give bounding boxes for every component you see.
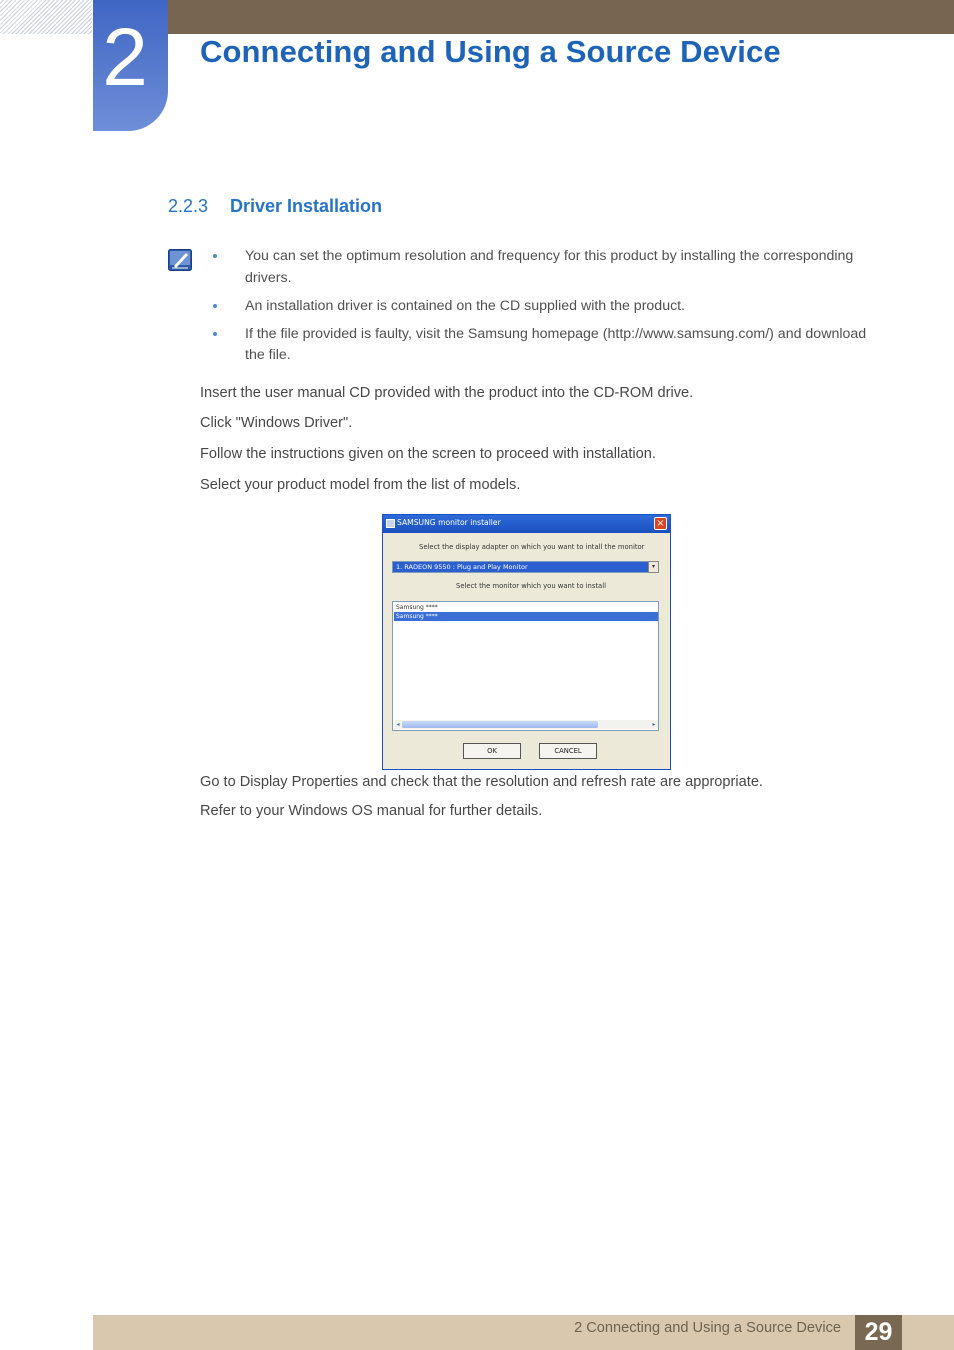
note-item: An installation driver is contained on the CD supplied with the product. — [208, 296, 888, 318]
installer-dialog-screenshot — [382, 514, 671, 770]
scroll-right-icon[interactable]: ▸ — [652, 721, 656, 728]
dialog-title: SAMSUNG monitor installer — [397, 518, 501, 527]
close-icon[interactable]: × — [654, 517, 667, 530]
note-item: If the file provided is faulty, visit the Samsung homepage (http://www.samsung.com/) and download the file. — [208, 324, 888, 367]
adapter-select[interactable] — [392, 561, 659, 573]
list-item[interactable]: Samsung **** — [396, 604, 438, 611]
bullet-icon — [213, 254, 217, 258]
note-list — [208, 246, 888, 373]
step-text: Refer to your Windows OS manual for further details. — [200, 803, 543, 819]
step-text: Follow the instructions given on the screen to proceed with installation. — [200, 446, 656, 462]
adapter-prompt: Select the display adapter on which you want to intall the monitor — [419, 543, 645, 551]
scroll-left-icon[interactable]: ◂ — [396, 721, 400, 728]
step-text: Insert the user manual CD provided with the product into the CD-ROM drive. — [200, 385, 694, 401]
list-item-selected[interactable]: Samsung **** — [394, 612, 658, 621]
dialog-titlebar — [383, 515, 670, 533]
adapter-select-value: 1. RADEON 9550 : Plug and Play Monitor — [396, 563, 528, 571]
note-item: You can set the optimum resolution and frequency for this product by installing the corresponding drivers. — [208, 246, 888, 289]
note-pencil-icon — [168, 249, 192, 271]
header-bar — [168, 0, 954, 34]
bullet-icon — [213, 332, 217, 336]
scrollbar-thumb[interactable] — [402, 721, 598, 728]
section-title: Driver Installation — [230, 196, 383, 216]
chevron-down-icon[interactable]: ▾ — [648, 561, 659, 573]
horizontal-scrollbar[interactable] — [394, 720, 658, 729]
section-number: 2.2.3 — [168, 196, 209, 216]
chapter-number: 2 — [102, 12, 148, 103]
cancel-button[interactable]: CANCEL — [539, 743, 597, 759]
section-heading — [168, 196, 382, 217]
monitor-app-icon — [386, 519, 395, 528]
step-text: Go to Display Properties and check that the resolution and refresh rate are appropriate. — [200, 774, 763, 790]
step-text: Select your product model from the list of models. — [200, 477, 521, 493]
footer-chapter-title: 2 Connecting and Using a Source Device — [574, 1320, 841, 1336]
bullet-icon — [213, 304, 217, 308]
monitor-prompt: Select the monitor which you want to install — [456, 582, 606, 590]
ok-button[interactable]: OK — [463, 743, 521, 759]
chapter-title: Connecting and Using a Source Device — [200, 34, 781, 69]
header-hatch-decoration — [0, 0, 92, 34]
page-number: 29 — [855, 1315, 902, 1350]
step-text: Click "Windows Driver". — [200, 415, 353, 431]
monitor-list[interactable] — [392, 601, 659, 731]
